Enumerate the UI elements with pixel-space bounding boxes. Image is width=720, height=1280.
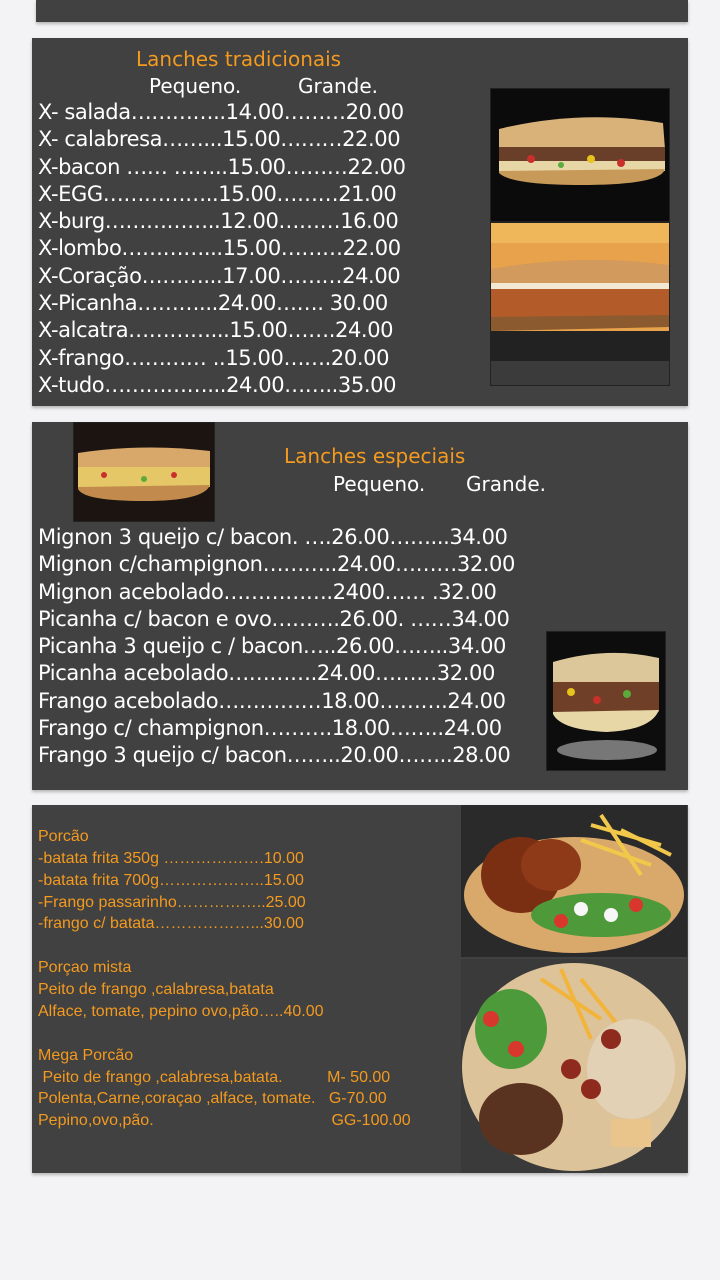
top-panel-strip bbox=[36, 0, 688, 22]
menu-item: Mignon 3 queijo c/ bacon. ….26.00……...34.00 bbox=[38, 525, 508, 549]
menu-item: Picanha 3 queijo c / bacon…..26.00……..34.00 bbox=[38, 634, 507, 659]
menu-item: X-lombo…………...15.00………22.00 bbox=[38, 236, 401, 261]
menu-item: X-tudo……………...24.00……..35.00 bbox=[38, 372, 397, 397]
lanches-especiais-section bbox=[32, 422, 688, 790]
menu-item: X-bacon …… ……..15.00………22.00 bbox=[38, 154, 406, 179]
menu-list-tradicionais bbox=[38, 99, 406, 399]
sandwich-photo bbox=[546, 631, 666, 771]
menu-item: X-burg……………..12.00………16.00 bbox=[38, 209, 399, 234]
column-header-small: Pequeno. bbox=[333, 472, 426, 496]
porcao-item: -Frango passarinho……………..25.00 bbox=[38, 894, 306, 911]
section-title: Lanches especiais bbox=[284, 444, 466, 468]
menu-item: X-alcatra…………...15.00…….24.00 bbox=[38, 318, 394, 343]
menu-item: Frango c/ champignon……….18.00……..24.00 bbox=[38, 716, 502, 741]
mega-porcao-line: Peito de frango ,calabresa,batata. M- 50.00 bbox=[38, 1069, 391, 1086]
mixed-portion-photo bbox=[461, 959, 687, 1173]
porcao-mista-line: Peito de frango ,calabresa,batata bbox=[38, 981, 274, 998]
mega-porcao-title: Mega Porcão bbox=[38, 1047, 134, 1064]
menu-list-especiais bbox=[38, 524, 515, 770]
menu-item: Mignon c/champignon………..24.00………32.00 bbox=[38, 552, 515, 577]
porcao-item: -frango c/ batata………………...30.00 bbox=[38, 915, 304, 932]
menu-item: X- salada…………..14.00………20.00 bbox=[38, 100, 404, 124]
menu-item: X- calabresa……...15.00………22.00 bbox=[38, 127, 401, 152]
sandwich-photo bbox=[73, 422, 215, 522]
menu-item: X-EGG……………..15.00………21.00 bbox=[38, 181, 397, 206]
menu-item: Mignon acebolado…………….2400…… .32.00 bbox=[38, 579, 497, 604]
lanches-tradicionais-section bbox=[32, 38, 688, 406]
menu-item: X-Coração………...17.00………24.00 bbox=[38, 263, 401, 288]
section-title: Lanches tradicionais bbox=[136, 47, 342, 71]
menu-item: Frango acebolado……………18.00……….24.00 bbox=[38, 688, 506, 713]
porcao-item: -batata frita 700g………………..15.00 bbox=[38, 872, 304, 889]
porcao-mista-title: Porçao mista bbox=[38, 959, 132, 976]
column-header-large: Grande. bbox=[298, 74, 379, 98]
porcao-item: -batata frita 350g ……………….10.00 bbox=[38, 850, 304, 867]
menu-item: Picanha c/ bacon e ovo……….26.00. ……34.00 bbox=[38, 606, 510, 631]
sandwich-photo bbox=[490, 222, 670, 386]
porcao-mista-line: Alface, tomate, pepino ovo,pão…..40.00 bbox=[38, 1003, 324, 1020]
porcao-title: Porcão bbox=[38, 828, 89, 845]
menu-item: Frango 3 queijo c/ bacon……..20.00……..28.00 bbox=[38, 743, 511, 768]
porcao-section bbox=[32, 805, 688, 1173]
sandwich-photo bbox=[490, 88, 670, 222]
menu-item: X-Picanha………...24.00……. 30.00 bbox=[38, 291, 388, 316]
menu-item: X-frango………… ..15.00…….20.00 bbox=[38, 345, 390, 370]
menu-item: Picanha acebolado………….24.00………32.00 bbox=[38, 661, 495, 686]
column-header-small: Pequeno. bbox=[149, 74, 242, 98]
mega-porcao-line: Pepino,ovo,pão. GG-100.00 bbox=[38, 1112, 411, 1129]
mega-porcao-line: Polenta,Carne,coraçao ,alface, tomate. G-70.00 bbox=[38, 1090, 387, 1107]
column-header-large: Grande. bbox=[466, 472, 547, 496]
fried-chicken-fries-photo bbox=[461, 805, 687, 957]
